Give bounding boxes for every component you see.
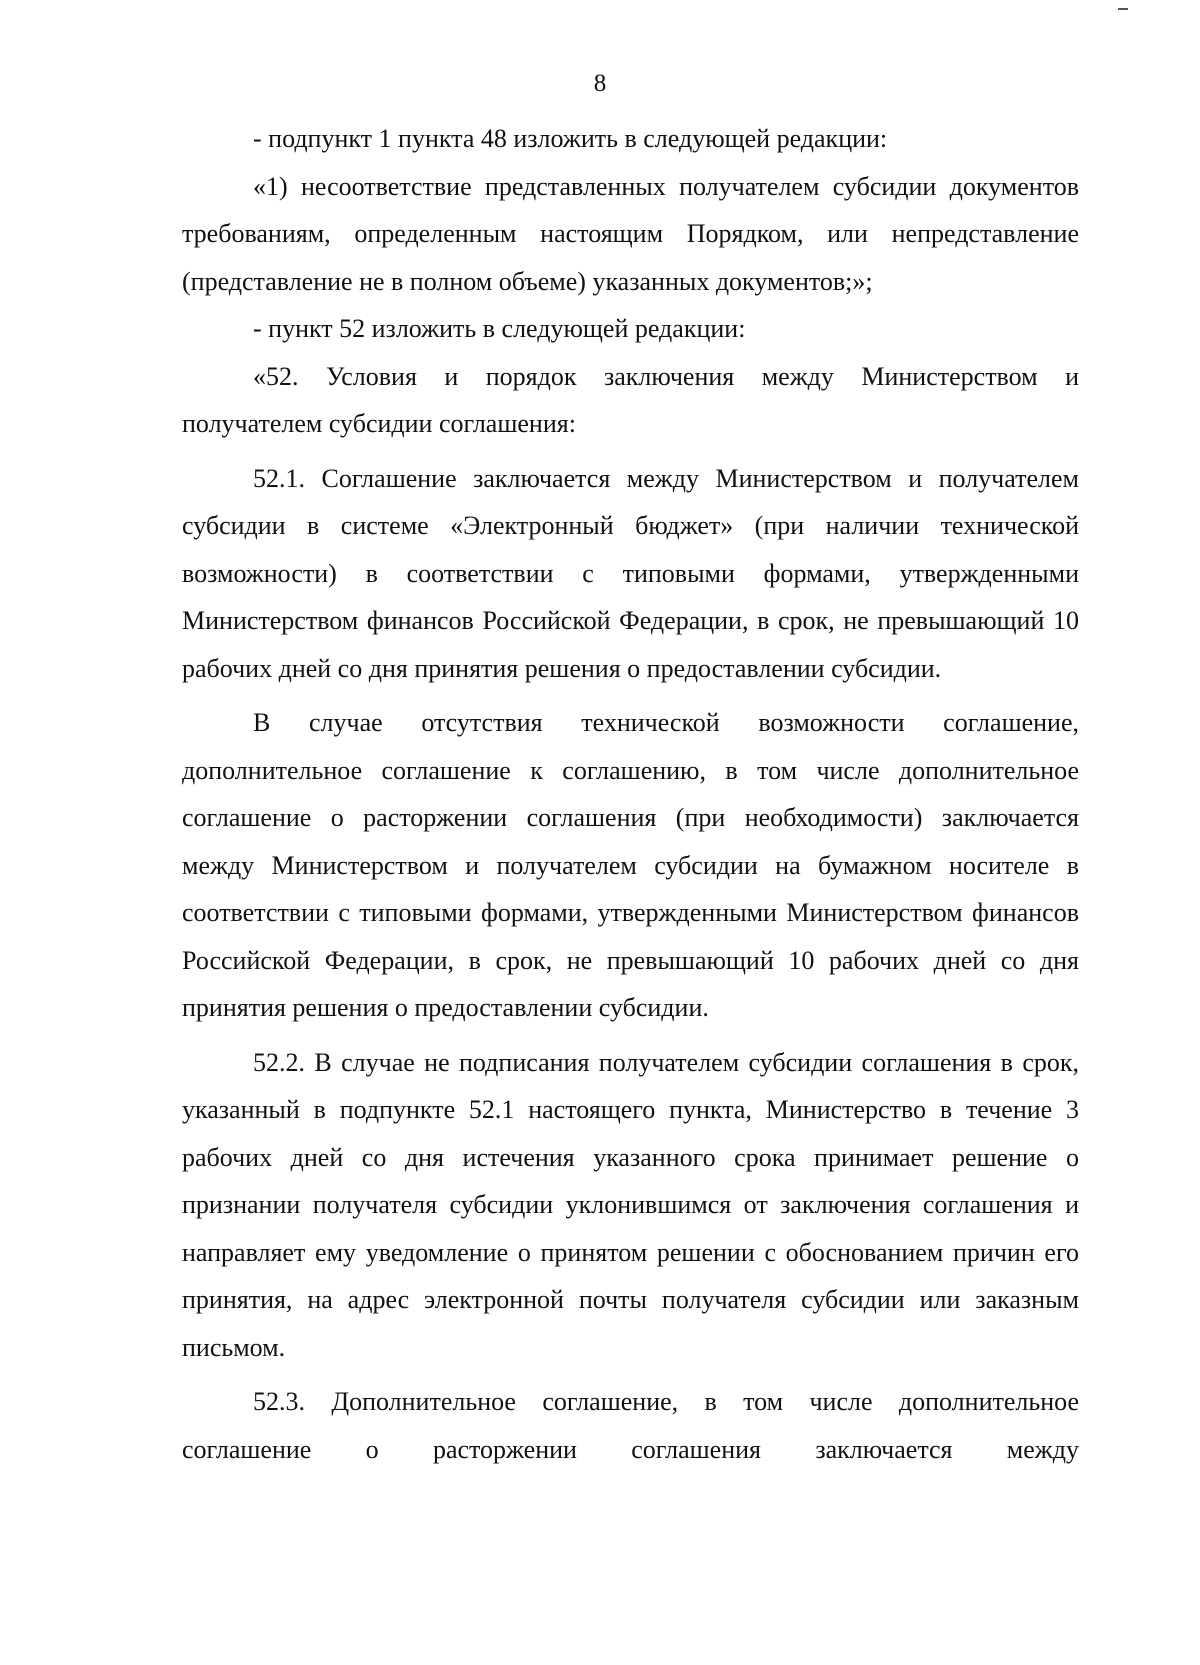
paragraph-subitem-1: «1) несоответствие представленных получателем субсидии документов требованиям, определенным настоящим Порядком, или непредставление (представление не в полном объеме) указанных документов;»; (182, 171, 1079, 296)
paragraph-52-1-paper: В случае отсутствия технической возможности соглашение, дополнительное соглашение к соглашению, в том числе дополнительное соглашение о расторжении соглашения (при необходимости) заключается между Министерством и получателем субсидии на бумажном носителе в соответствии с типовыми формами, утвержденными Министерством финансов Российской Федерации, в срок, не превышающий 10 рабочих дней со дня принятия решения о предоставлении субсидии. (182, 708, 1079, 1022)
paragraph-amend-52: - пункт 52 изложить в следующей редакции: (253, 314, 746, 343)
paragraph-52-2: 52.2. В случае не подписания получателем субсидии соглашения в срок, указанный в подпункте 52.1 настоящего пункта, Министерство в течение 3 рабочих дней со дня истечения указанного срока принимает решение о признании получателя субсидии уклонившимся от заключения соглашения и направляет ему уведомление о принятом решении с обоснованием причин его принятия, на адрес электронной почты получателя субсидии или заказным письмом. (182, 1047, 1079, 1362)
paragraph-52-intro: «52. Условия и порядок заключения между Министерством и получателем субсидии соглашения: (182, 361, 1079, 438)
paragraph-amend-48: - подпункт 1 пункта 48 изложить в следующей редакции: (253, 124, 888, 153)
document-body (182, 115, 1079, 1473)
scan-mark (1118, 8, 1128, 10)
paragraph-52-3: 52.3. Дополнительное соглашение, в том числе дополнительное соглашение о расторжении соглашения заключается между (182, 1387, 1079, 1464)
paragraph-52-1: 52.1. Соглашение заключается между Министерством и получателем субсидии в системе «Электронный бюджет» (при наличии технической возможности) в соответствии с типовыми формами, утвержденными Министерством финансов Российской Федерации, в срок, не превышающий 10 рабочих дней со дня принятия решения о предоставлении субсидии. (182, 463, 1079, 683)
page-number: 8 (593, 70, 607, 97)
